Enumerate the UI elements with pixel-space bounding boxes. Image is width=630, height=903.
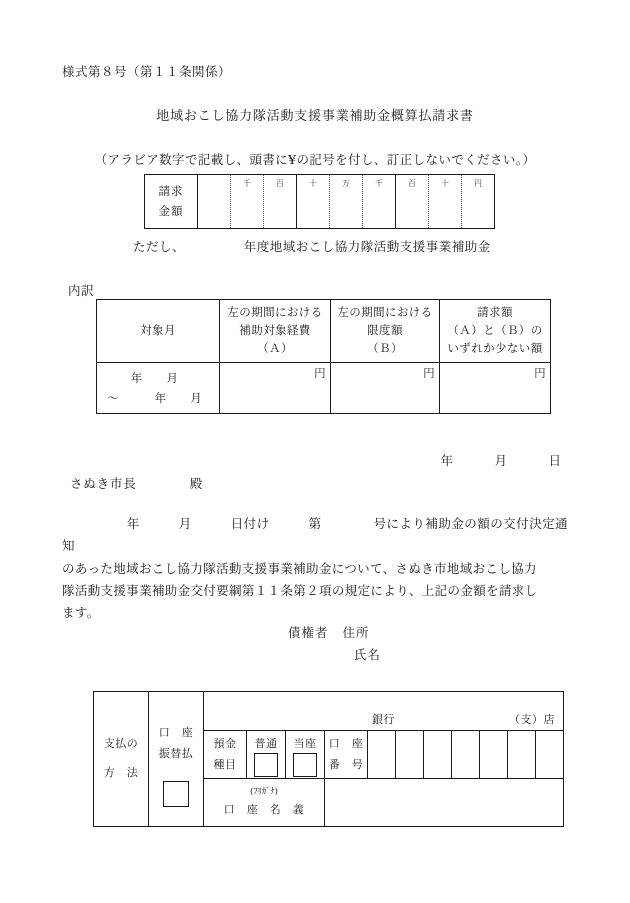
document-date[interactable]: 年 月 日 [440, 453, 562, 468]
account-number-cell-2[interactable] [396, 731, 424, 779]
claim-amount-label [145, 175, 198, 229]
header-line: いずれか少ない額 [447, 340, 543, 355]
payment-method-checkbox[interactable] [163, 781, 189, 807]
bank-name-row-tr [94, 692, 564, 731]
amount-digit-cell-7[interactable]: 百 [396, 175, 429, 229]
breakdown-table [96, 299, 551, 414]
amount-digit-cell-4[interactable]: 十 [297, 175, 330, 229]
ordinary-checkbox[interactable] [254, 753, 278, 777]
account-number-line2: 番 号 [328, 757, 364, 771]
col-header-limit-amount [331, 300, 440, 363]
header-line: 請求額 [477, 305, 513, 320]
body-line-3: 隊活動支援事業補助金交付要綱第１１条第２項の規定により、上記の金額を請求し [62, 582, 538, 598]
creditor-label: 債権者 [288, 625, 329, 640]
account-holder-field[interactable] [325, 779, 564, 827]
header-line: 補助対象経費 [239, 323, 311, 338]
body-line-4: ます。 [62, 605, 100, 620]
creditor-name-label: 氏名 [354, 647, 382, 663]
body-line-1: 年 月 日付け 第 号により補助金の額の交付決定通知 [62, 516, 568, 554]
account-transfer-line2: 振替払 [158, 747, 194, 760]
deposit-type-current-label: 当座 [293, 736, 317, 750]
deposit-type-ordinary[interactable] [247, 731, 286, 779]
breakdown-label: 内訳 [68, 283, 95, 298]
account-number-cell-1[interactable] [368, 731, 396, 779]
addressee: さぬき市長 殿 [70, 476, 204, 491]
amount-digit-cell-8[interactable]: 十 [429, 175, 462, 229]
header-line: （Ｂ） [367, 340, 403, 355]
amount-digit-cell-3[interactable]: 百 [264, 175, 297, 229]
account-number-cell-5[interactable] [480, 731, 508, 779]
amount-digit-cell-1[interactable] [198, 175, 231, 229]
claim-amount-label-line1: 請求 [158, 183, 184, 198]
account-holder-label [204, 779, 325, 827]
deposit-type-ordinary-label: 普通 [254, 736, 278, 750]
amount-digit-cell-2[interactable]: 千 [231, 175, 264, 229]
form-number: 様式第８号（第１１条関係） [62, 64, 232, 79]
period-line-2: ～ 年 月 [107, 391, 203, 405]
creditor-address-row [288, 622, 381, 644]
account-transfer-label [149, 692, 204, 827]
header-line: 左の期間における [337, 305, 433, 320]
creditor-name-row [288, 644, 381, 666]
page-title: 地域おこし協力隊活動支援事業補助金概算払請求書 [156, 109, 474, 124]
creditor-address-label: 住所 [342, 625, 370, 640]
payment-method-label [94, 692, 149, 827]
account-number-cell-7[interactable] [536, 731, 564, 779]
payment-method-table [93, 691, 564, 827]
body-line-2: のあった地域おこし協力隊活動支援事業補助金について、さぬき市地域おこし協力 [62, 560, 537, 576]
bank-word-label: 銀行 [372, 713, 395, 726]
header-line: 限度額 [367, 323, 403, 338]
table-header-row [97, 300, 551, 363]
deposit-type-label [204, 731, 247, 779]
instruction-note: （アラビア数字で記載し、頭書に¥の記号を付し、訂正しないでください。） [94, 152, 536, 167]
fiscal-year-note: ただし、 年度地域おこし協力隊活動支援事業補助金 [133, 239, 491, 254]
creditor-block [288, 622, 381, 667]
account-number-cell-3[interactable] [424, 731, 452, 779]
account-number-label [325, 731, 368, 779]
account-number-cell-4[interactable] [452, 731, 480, 779]
period-line-1: 年 月 [107, 370, 179, 385]
deposit-type-current[interactable] [286, 731, 325, 779]
payment-method-line1: 支払の [103, 737, 139, 751]
current-checkbox[interactable] [293, 753, 317, 777]
table-row [97, 363, 551, 414]
cell-eligible-cost[interactable]: 円 [220, 363, 331, 414]
account-transfer-line1: 口 座 [158, 726, 194, 740]
deposit-type-line1: 預金 [213, 736, 237, 750]
col-header-claim-amount [440, 300, 551, 363]
amount-digit-cell-5[interactable]: 万 [330, 175, 363, 229]
claim-amount-table [144, 174, 495, 229]
account-holder-title: 口 座 名 義 [223, 803, 305, 817]
branch-word-label: （支）店 [509, 713, 555, 726]
payment-method-line2: 方 法 [103, 766, 139, 779]
deposit-type-line2: 種目 [213, 757, 237, 771]
account-number-line1: 口 座 [328, 736, 364, 750]
col-header-target-month [97, 300, 220, 363]
cell-limit-amount[interactable]: 円 [331, 363, 440, 414]
cell-target-month[interactable] [97, 363, 220, 414]
body-paragraph [62, 513, 568, 624]
furigana-label: (ﾌﾘｶﾞﾅ) [250, 786, 278, 797]
header-line: （Ａ） [257, 340, 293, 355]
header-line: 対象月 [140, 323, 176, 338]
header-line: 左の期間における [227, 305, 323, 320]
col-header-eligible-cost [220, 300, 331, 363]
cell-claim-amount[interactable]: 円 [440, 363, 551, 414]
amount-digit-cell-9[interactable]: 円 [474, 179, 482, 188]
bank-name-field[interactable] [204, 692, 564, 731]
claim-amount-label-line2: 金額 [158, 203, 184, 218]
account-number-cell-6[interactable] [508, 731, 536, 779]
amount-digit-cell-6[interactable]: 千 [363, 175, 396, 229]
header-line: （Ａ）と（Ｂ）の [447, 323, 543, 338]
